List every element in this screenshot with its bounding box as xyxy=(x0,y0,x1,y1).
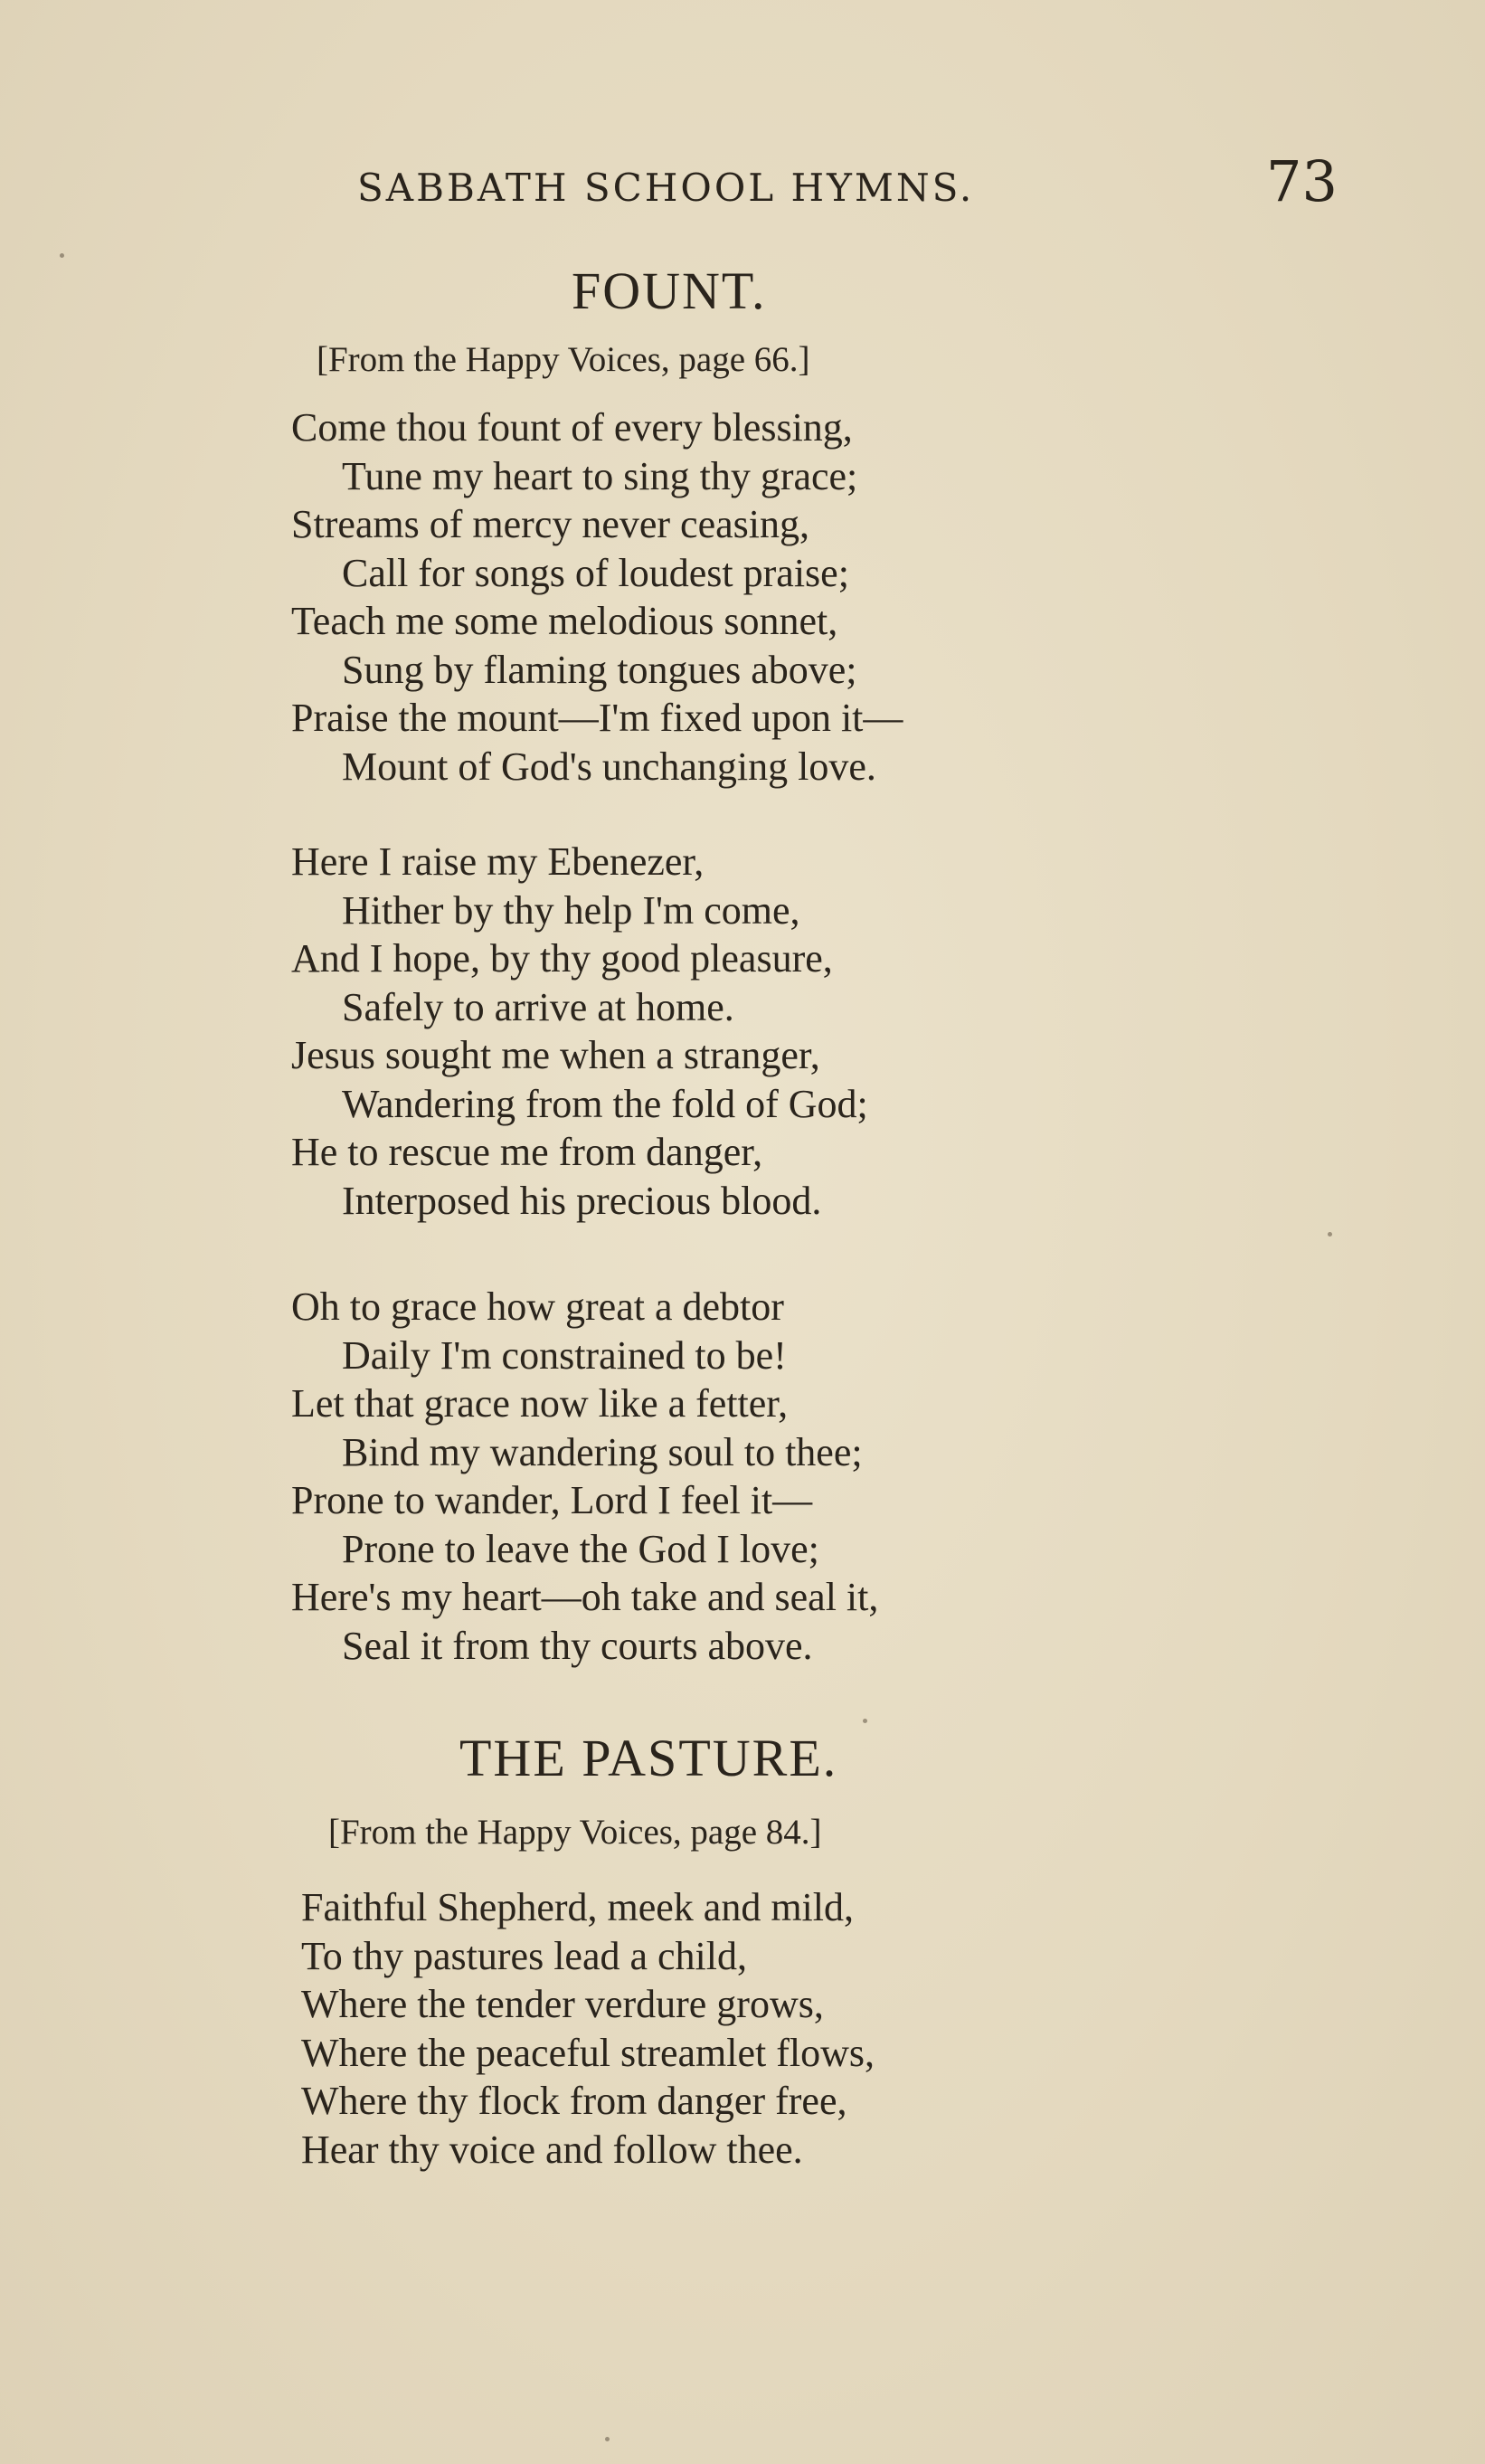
stanza-fount-1 xyxy=(291,403,903,791)
verse-line: Hear thy voice and follow thee. xyxy=(301,2127,803,2172)
verse-line: Tune my heart to sing thy grace; xyxy=(342,453,858,498)
paper-speck xyxy=(60,253,64,258)
stanza-pasture-1 xyxy=(301,1883,875,2174)
verse-line: Jesus sought me when a stranger, xyxy=(291,1033,820,1077)
verse-line: Sung by flaming tongues above; xyxy=(342,647,857,692)
verse-line: And I hope, by thy good pleasure, xyxy=(291,936,833,981)
hymn-source-pasture: [From the Happy Voices, page 84.] xyxy=(328,1813,822,1852)
verse-line: Where the tender verdure grows, xyxy=(301,1982,824,2026)
hymn-title-fount: FOUNT. xyxy=(572,261,767,320)
verse-line: Hither by thy help I'm come, xyxy=(342,887,800,933)
verse-line: Prone to wander, Lord I feel it— xyxy=(291,1478,813,1522)
paper-speck xyxy=(605,2437,610,2441)
verse-line: Interposed his precious blood. xyxy=(342,1178,822,1223)
verse-line: Teach me some melodious sonnet, xyxy=(291,599,838,643)
verse-line: Here I raise my Ebenezer, xyxy=(291,839,705,884)
hymn-source-fount: [From the Happy Voices, page 66.] xyxy=(317,340,810,379)
verse-line: Here's my heart—oh take and seal it, xyxy=(291,1575,879,1619)
verse-line: Seal it from thy courts above. xyxy=(342,1623,813,1668)
verse-line: Where the peaceful streamlet flows, xyxy=(301,2030,875,2075)
running-header: SABBATH SCHOOL HYMNS. xyxy=(357,166,975,210)
stanza-fount-3 xyxy=(291,1283,878,1670)
verse-line: Oh to grace how great a debtor xyxy=(291,1284,784,1329)
verse-line: Bind my wandering soul to thee; xyxy=(342,1429,863,1474)
verse-line: Safely to arrive at home. xyxy=(342,984,734,1029)
verse-line: Faithful Shepherd, meek and mild, xyxy=(301,1885,854,1929)
verse-line: He to rescue me from danger, xyxy=(291,1130,763,1174)
paper-speck xyxy=(863,1719,867,1723)
hymn-title-pasture: THE PASTURE. xyxy=(459,1729,838,1787)
verse-line: Daily I'm constrained to be! xyxy=(342,1332,787,1378)
paper-speck xyxy=(1328,1232,1332,1237)
verse-line: Where thy flock from danger free, xyxy=(301,2079,847,2123)
verse-line: Let that grace now like a fetter, xyxy=(291,1381,789,1426)
stanza-fount-2 xyxy=(291,838,868,1225)
verse-line: Praise the mount—I'm fixed upon it— xyxy=(291,696,903,740)
verse-line: To thy pastures lead a child, xyxy=(301,1933,748,1978)
verse-line: Come thou fount of every blessing, xyxy=(291,405,853,450)
verse-line: Prone to leave the God I love; xyxy=(342,1526,819,1571)
verse-line: Call for songs of loudest praise; xyxy=(342,550,849,595)
verse-line: Mount of God's unchanging love. xyxy=(342,744,876,789)
page-number: 73 xyxy=(1266,148,1338,214)
verse-line: Wandering from the fold of God; xyxy=(342,1081,868,1126)
verse-line: Streams of mercy never ceasing, xyxy=(291,502,809,546)
